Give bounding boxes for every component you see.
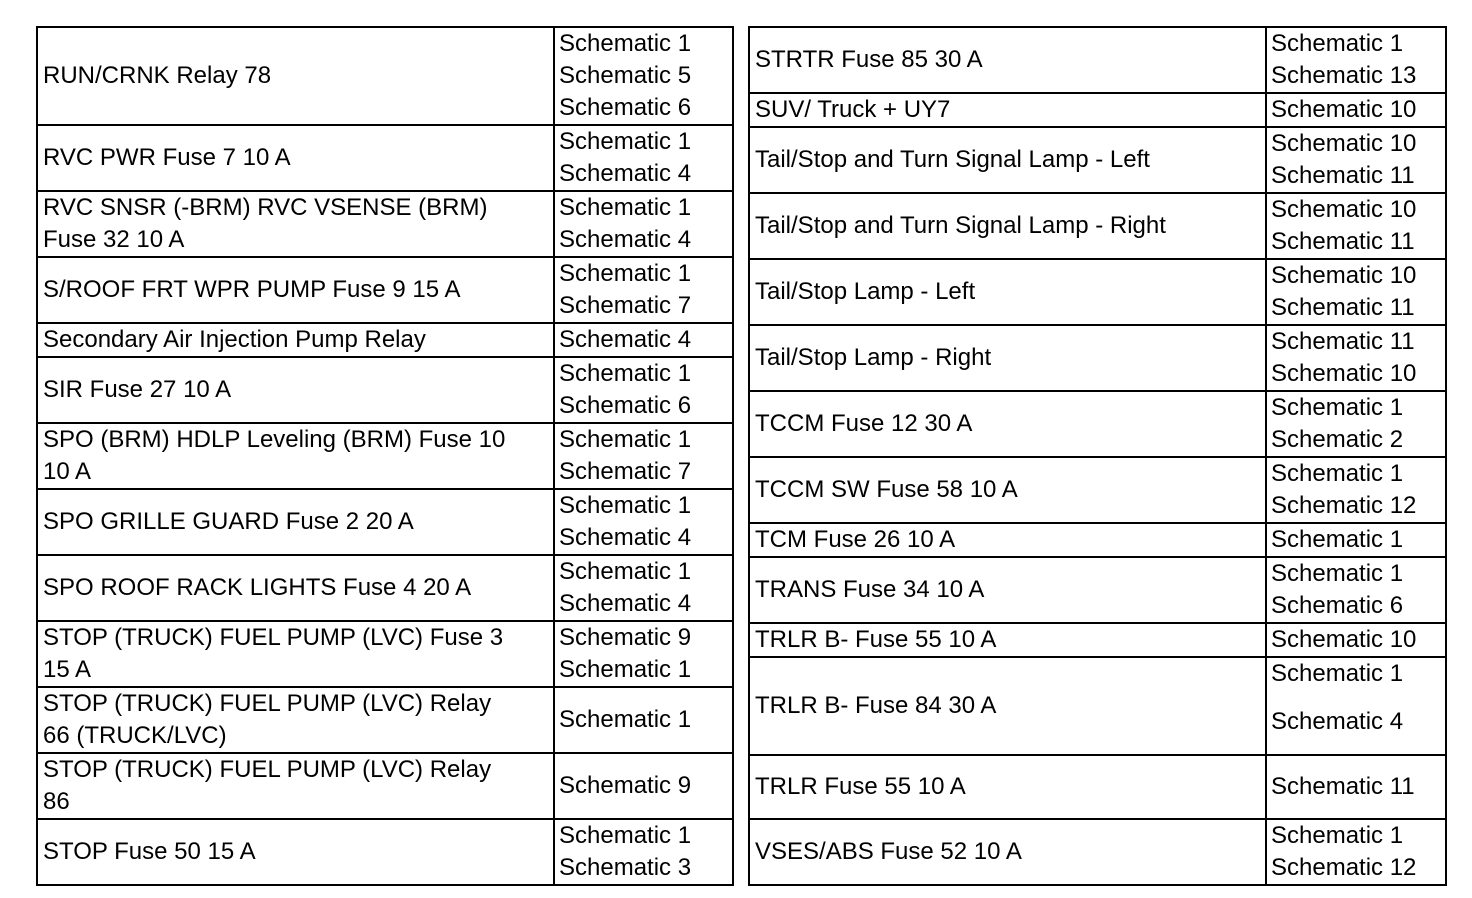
schematic-ref: Schematic 11 xyxy=(1271,328,1415,355)
component-name: RUN/CRNK Relay 78 xyxy=(37,27,554,125)
component-name: TCM Fuse 26 10 A xyxy=(749,523,1266,557)
schematic-ref: Schematic 10 xyxy=(1271,96,1417,123)
schematic-ref: Schematic 10 xyxy=(1271,262,1417,289)
schematic-ref: Schematic 4 xyxy=(559,524,692,551)
schematic-ref: Schematic 1 xyxy=(1271,460,1404,487)
table-row xyxy=(749,557,1446,623)
schematic-refs xyxy=(554,125,733,191)
component-name: TRLR B- Fuse 55 10 A xyxy=(749,623,1266,657)
schematic-ref: Schematic 7 xyxy=(559,458,692,485)
component-name: Secondary Air Injection Pump Relay xyxy=(37,323,554,357)
table-row xyxy=(37,257,733,323)
schematic-refs xyxy=(554,489,733,555)
component-name: Tail/Stop and Turn Signal Lamp - Right xyxy=(749,193,1266,259)
schematic-refs xyxy=(554,621,733,687)
schematic-ref: Schematic 11 xyxy=(1271,228,1415,255)
schematic-refs xyxy=(554,323,733,357)
schematic-refs xyxy=(554,687,733,753)
schematic-ref: Schematic 1 xyxy=(559,194,692,221)
table-row xyxy=(749,755,1446,819)
schematic-ref: Schematic 7 xyxy=(559,292,692,319)
schematic-ref: Schematic 1 xyxy=(1271,660,1404,687)
schematic-refs xyxy=(1266,755,1446,819)
schematic-ref: Schematic 1 xyxy=(559,656,692,683)
schematic-ref: Schematic 1 xyxy=(559,128,692,155)
table-row xyxy=(749,457,1446,523)
schematic-refs xyxy=(554,27,733,125)
schematic-refs xyxy=(1266,523,1446,557)
component-name: RVC SNSR (-BRM) RVC VSENSE (BRM) Fuse 32 10 A xyxy=(37,191,554,257)
schematic-ref: Schematic 12 xyxy=(1271,492,1417,519)
table-row xyxy=(37,621,733,687)
component-name: TCCM SW Fuse 58 10 A xyxy=(749,457,1266,523)
table-row xyxy=(749,325,1446,391)
table-row xyxy=(749,259,1446,325)
table-row xyxy=(749,523,1446,557)
component-name: RVC PWR Fuse 7 10 A xyxy=(37,125,554,191)
table-row xyxy=(37,555,733,621)
schematic-ref: Schematic 1 xyxy=(1271,822,1404,849)
table-row xyxy=(749,657,1446,755)
schematic-refs xyxy=(1266,657,1446,755)
table-row xyxy=(37,125,733,191)
schematic-ref: Schematic 2 xyxy=(1271,426,1404,453)
schematic-refs xyxy=(1266,557,1446,623)
schematic-refs xyxy=(554,819,733,885)
table-row xyxy=(749,193,1446,259)
schematic-refs xyxy=(554,357,733,423)
table-row xyxy=(749,127,1446,193)
schematic-refs xyxy=(1266,819,1446,885)
schematic-ref: Schematic 1 xyxy=(559,558,692,585)
table-row xyxy=(749,27,1446,93)
table-row xyxy=(749,391,1446,457)
table-row xyxy=(37,687,733,753)
schematic-ref: Schematic 9 xyxy=(559,624,692,651)
schematic-ref: Schematic 1 xyxy=(559,30,692,57)
schematic-refs xyxy=(1266,259,1446,325)
component-name: TRLR B- Fuse 84 30 A xyxy=(749,657,1266,755)
schematic-ref: Schematic 12 xyxy=(1271,854,1417,881)
table-row xyxy=(37,423,733,489)
schematic-ref: Schematic 1 xyxy=(559,822,692,849)
schematic-ref: Schematic 4 xyxy=(559,226,692,253)
schematic-ref: Schematic 1 xyxy=(559,492,692,519)
table-row xyxy=(749,93,1446,127)
schematic-ref: Schematic 1 xyxy=(559,706,692,733)
schematic-ref: Schematic 11 xyxy=(1271,294,1415,321)
component-name: Tail/Stop and Turn Signal Lamp - Left xyxy=(749,127,1266,193)
schematic-ref: Schematic 10 xyxy=(1271,360,1417,387)
schematic-ref: Schematic 4 xyxy=(559,326,692,353)
component-name: TRLR Fuse 55 10 A xyxy=(749,755,1266,819)
schematic-ref: Schematic 10 xyxy=(1271,626,1417,653)
component-name: STOP (TRUCK) FUEL PUMP (LVC) Relay 66 (TRUCK/LVC) xyxy=(37,687,554,753)
table-row xyxy=(37,819,733,885)
component-name: Tail/Stop Lamp - Left xyxy=(749,259,1266,325)
component-name: S/ROOF FRT WPR PUMP Fuse 9 15 A xyxy=(37,257,554,323)
component-name: SPO ROOF RACK LIGHTS Fuse 4 20 A xyxy=(37,555,554,621)
schematic-ref: Schematic 4 xyxy=(1271,708,1404,735)
component-name: STOP (TRUCK) FUEL PUMP (LVC) Fuse 3 15 A xyxy=(37,621,554,687)
table-row xyxy=(37,357,733,423)
schematic-ref: Schematic 11 xyxy=(1271,162,1415,189)
schematic-ref: Schematic 11 xyxy=(1271,773,1415,800)
table-row xyxy=(37,753,733,819)
schematic-ref: Schematic 9 xyxy=(559,772,692,799)
schematic-ref: Schematic 10 xyxy=(1271,130,1417,157)
schematic-ref: Schematic 13 xyxy=(1271,62,1417,89)
schematic-ref: Schematic 1 xyxy=(1271,526,1404,553)
table-row xyxy=(749,623,1446,657)
schematic-ref: Schematic 3 xyxy=(559,854,692,881)
component-name: STRTR Fuse 85 30 A xyxy=(749,27,1266,93)
table-row xyxy=(749,819,1446,885)
schematic-refs xyxy=(554,423,733,489)
schematic-refs xyxy=(554,555,733,621)
schematic-ref: Schematic 1 xyxy=(559,360,692,387)
right-index-table xyxy=(748,26,1447,886)
table-row xyxy=(37,323,733,357)
schematic-ref: Schematic 1 xyxy=(1271,560,1404,587)
schematic-refs xyxy=(1266,623,1446,657)
component-name: SPO GRILLE GUARD Fuse 2 20 A xyxy=(37,489,554,555)
left-index-table xyxy=(36,26,734,886)
component-name: SIR Fuse 27 10 A xyxy=(37,357,554,423)
schematic-ref: Schematic 1 xyxy=(559,426,692,453)
component-name: VSES/ABS Fuse 52 10 A xyxy=(749,819,1266,885)
schematic-ref: Schematic 6 xyxy=(559,392,692,419)
schematic-ref: Schematic 6 xyxy=(1271,592,1404,619)
schematic-refs xyxy=(1266,193,1446,259)
schematic-ref: Schematic 4 xyxy=(559,160,692,187)
schematic-refs xyxy=(1266,27,1446,93)
schematic-refs xyxy=(554,753,733,819)
schematic-ref: Schematic 4 xyxy=(559,590,692,617)
schematic-refs xyxy=(1266,457,1446,523)
schematic-refs xyxy=(1266,93,1446,127)
component-name: Tail/Stop Lamp - Right xyxy=(749,325,1266,391)
schematic-refs xyxy=(1266,391,1446,457)
schematic-refs xyxy=(1266,127,1446,193)
component-name: TCCM Fuse 12 30 A xyxy=(749,391,1266,457)
component-name: STOP Fuse 50 15 A xyxy=(37,819,554,885)
component-name: SUV/ Truck + UY7 xyxy=(749,93,1266,127)
schematic-refs xyxy=(554,191,733,257)
schematic-refs xyxy=(1266,325,1446,391)
schematic-ref: Schematic 10 xyxy=(1271,196,1417,223)
schematic-ref: Schematic 6 xyxy=(559,94,692,121)
schematic-ref: Schematic 1 xyxy=(559,260,692,287)
schematic-refs xyxy=(554,257,733,323)
table-row xyxy=(37,27,733,125)
schematic-ref: Schematic 1 xyxy=(1271,30,1404,57)
table-row xyxy=(37,191,733,257)
table-row xyxy=(37,489,733,555)
schematic-ref: Schematic 5 xyxy=(559,62,692,89)
component-name: STOP (TRUCK) FUEL PUMP (LVC) Relay 86 xyxy=(37,753,554,819)
schematic-ref: Schematic 1 xyxy=(1271,394,1404,421)
component-name: SPO (BRM) HDLP Leveling (BRM) Fuse 10 10 A xyxy=(37,423,554,489)
component-name: TRANS Fuse 34 10 A xyxy=(749,557,1266,623)
